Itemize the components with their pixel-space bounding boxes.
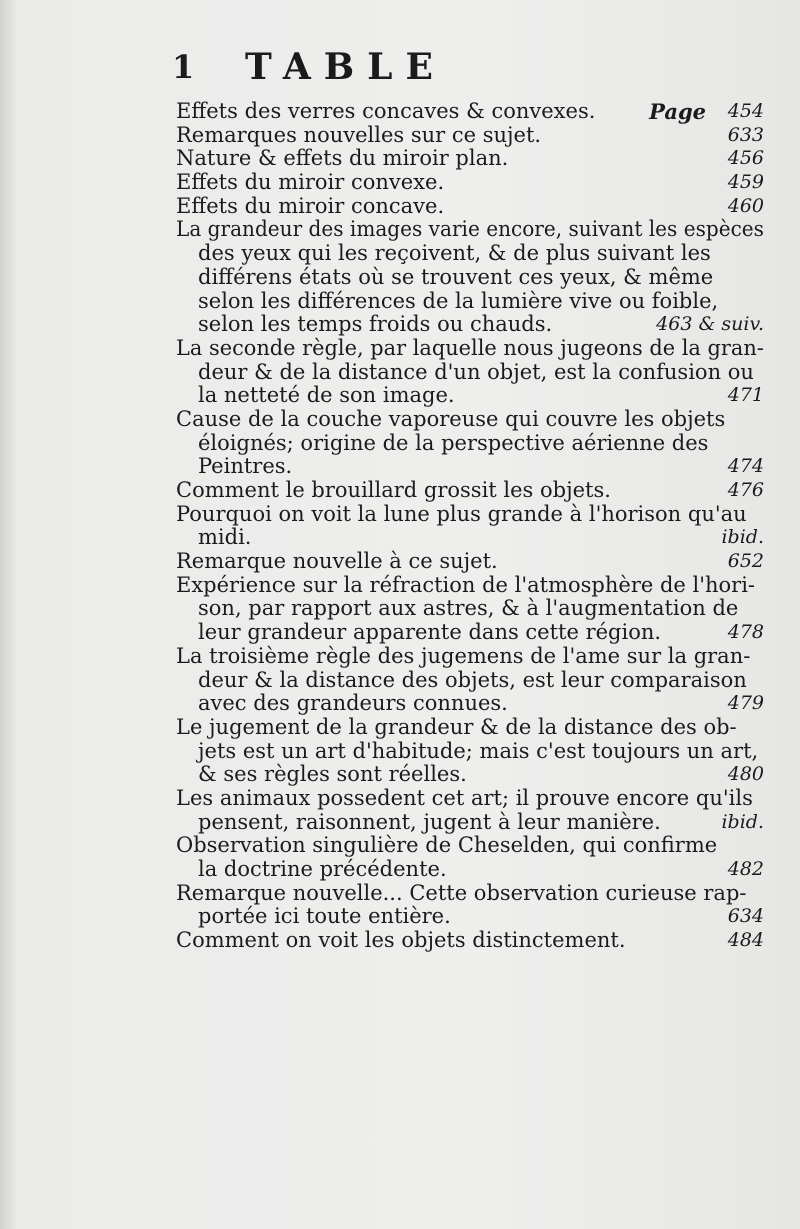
toc-entry bbox=[176, 124, 764, 148]
toc-page-number: 480 bbox=[727, 763, 764, 786]
toc-page-number: ibid. bbox=[721, 810, 764, 833]
toc-entry-line bbox=[176, 740, 764, 764]
toc-entry bbox=[176, 882, 764, 929]
toc-entry-line bbox=[176, 763, 764, 787]
toc-entry-text: Observation singulière de Cheselden, qui confirme bbox=[176, 833, 718, 858]
toc-entry bbox=[176, 100, 764, 124]
toc-entry-text: portée ici toute entière. bbox=[198, 904, 451, 929]
toc-entry-text: deur & la distance des objets, est leur comparaison bbox=[198, 667, 747, 692]
toc-entry-text: Cause de la couche vaporeuse qui couvre les objets bbox=[176, 406, 726, 431]
toc-entry-line bbox=[176, 574, 764, 598]
toc-entry-text: Pourquoi on voit la lune plus grande à l'horison qu'au bbox=[176, 501, 747, 526]
toc-entry-text: la doctrine précédente. bbox=[198, 857, 447, 881]
toc-entry bbox=[176, 716, 764, 787]
toc-entry-line bbox=[176, 100, 764, 124]
toc-page-number: 460 bbox=[727, 194, 764, 217]
toc-entry-line bbox=[176, 479, 764, 503]
toc-entry-text: deur & de la distance d'un objet, est la confusion ou bbox=[198, 359, 754, 384]
toc-entry-line bbox=[176, 432, 764, 456]
toc-entry bbox=[176, 503, 764, 550]
toc-entry-text: Remarque nouvelle à ce sujet. bbox=[176, 549, 498, 574]
toc-entry-line bbox=[176, 550, 764, 574]
toc-entry-text: Comment on voit les objets distinctement. bbox=[176, 928, 626, 953]
toc-entry-line bbox=[176, 455, 764, 479]
toc-entry-text: La seconde règle, par laquelle nous jugeons de la gran- bbox=[176, 335, 764, 360]
toc-entry-line bbox=[176, 503, 764, 527]
table-of-contents bbox=[176, 100, 764, 953]
toc-entry-line bbox=[176, 669, 764, 693]
toc-entry bbox=[176, 218, 764, 336]
toc-entry-text: son, par rapport aux astres, & à l'augmentation de bbox=[198, 596, 739, 621]
toc-entry-text: selon les temps froids ou chauds. bbox=[198, 312, 553, 337]
toc-entry-line bbox=[176, 645, 764, 669]
toc-page-number: 474 bbox=[727, 455, 764, 478]
toc-entry-text: Remarques nouvelles sur ce sujet. bbox=[176, 122, 542, 147]
toc-entry-line bbox=[176, 218, 764, 242]
toc-entry-line bbox=[176, 858, 764, 882]
toc-entry-text: Effets du miroir concave. bbox=[176, 193, 445, 218]
toc-entry-text: avec des grandeurs connues. bbox=[198, 691, 508, 716]
toc-page-number: 478 bbox=[727, 621, 764, 644]
toc-entry bbox=[176, 408, 764, 479]
toc-entry-text: Expérience sur la réfraction de l'atmosphère de l'hori- bbox=[176, 572, 756, 597]
toc-entry-text: Le jugement de la grandeur & de la distance des ob- bbox=[176, 714, 737, 739]
toc-page-number: 482 bbox=[727, 858, 764, 880]
toc-entry-line bbox=[176, 313, 764, 337]
toc-entry-text: la netteté de son image. bbox=[198, 383, 455, 408]
toc-entry-text: Effets du miroir convexe. bbox=[176, 170, 445, 195]
toc-entry bbox=[176, 574, 764, 645]
toc-entry-line bbox=[176, 124, 764, 148]
toc-entry-text: Nature & effets du miroir plan. bbox=[176, 146, 509, 171]
page-number: 1 bbox=[172, 48, 195, 86]
toc-page-number: 479 bbox=[727, 692, 764, 715]
page-header bbox=[0, 42, 800, 92]
toc-page-number: 476 bbox=[727, 479, 764, 501]
toc-entry-line bbox=[176, 361, 764, 385]
toc-entry-text: leur grandeur apparente dans cette région. bbox=[198, 620, 662, 645]
toc-entry-text: éloignés; origine de la perspective aérienne des bbox=[198, 430, 709, 455]
toc-page-number: 463 & suiv. bbox=[656, 313, 764, 336]
toc-entry-text: Peintres. bbox=[198, 454, 293, 479]
toc-page-number: 459 bbox=[727, 171, 764, 194]
toc-page-number: 454 bbox=[727, 100, 764, 122]
toc-entry bbox=[176, 787, 764, 834]
toc-entry-line bbox=[176, 787, 764, 811]
toc-entry-text: Comment le brouillard grossit les objets. bbox=[176, 478, 611, 502]
toc-entry bbox=[176, 550, 764, 574]
toc-entry-text: Les animaux possedent cet art; il prouve encore qu'ils bbox=[176, 785, 753, 810]
toc-entry-line bbox=[176, 337, 764, 361]
toc-entry bbox=[176, 195, 764, 219]
toc-entry-text: Effets des verres concaves & convexes. bbox=[176, 99, 596, 123]
toc-entry bbox=[176, 479, 764, 503]
toc-entry-line bbox=[176, 929, 764, 953]
toc-entry-text: jets est un art d'habitude; mais c'est toujours un art, bbox=[198, 738, 759, 763]
toc-entry-text: Remarque nouvelle... Cette observation curieuse rap- bbox=[176, 880, 747, 905]
toc-entry-text: & ses règles sont réelles. bbox=[198, 762, 467, 787]
toc-entry bbox=[176, 171, 764, 195]
toc-entry-text: pensent, raisonnent, jugent à leur manière. bbox=[198, 809, 661, 834]
toc-page-number: 633 bbox=[727, 123, 764, 146]
toc-page-number: ibid. bbox=[721, 526, 764, 549]
toc-entry bbox=[176, 337, 764, 408]
toc-entry-text: La troisième règle des jugemens de l'ame sur la gran- bbox=[176, 643, 751, 668]
running-title: TABLE bbox=[245, 46, 446, 88]
toc-page-number: 652 bbox=[727, 550, 764, 573]
toc-entry-text: La grandeur des images varie encore, suivant les espèces bbox=[176, 217, 764, 242]
toc-entry bbox=[176, 147, 764, 171]
toc-entry bbox=[176, 645, 764, 716]
toc-entry-line bbox=[176, 242, 764, 266]
toc-entry-line bbox=[176, 882, 764, 906]
toc-page-number: 456 bbox=[727, 147, 764, 170]
toc-entry-line bbox=[176, 811, 764, 835]
toc-page-number: 471 bbox=[727, 384, 764, 407]
toc-entry-line bbox=[176, 147, 764, 171]
toc-entry bbox=[176, 929, 764, 953]
toc-entry-line bbox=[176, 290, 764, 314]
toc-entry-line bbox=[176, 408, 764, 432]
toc-page-number: 634 bbox=[727, 905, 764, 928]
toc-page-number: 484 bbox=[727, 929, 764, 952]
toc-entry-line bbox=[176, 716, 764, 740]
toc-entry-text: différens états où se trouvent ces yeux, & même bbox=[198, 264, 714, 289]
toc-entry-line bbox=[176, 266, 764, 290]
toc-entry-line bbox=[176, 195, 764, 219]
toc-entry bbox=[176, 834, 764, 881]
toc-entry-text: selon les différences de la lumière vive ou foible, bbox=[198, 288, 719, 313]
toc-entry-text: des yeux qui les reçoivent, & de plus suivant les bbox=[198, 241, 711, 266]
toc-entry-text: midi. bbox=[198, 525, 252, 550]
toc-entry-line bbox=[176, 834, 764, 858]
page-label: Page bbox=[649, 99, 706, 124]
toc-entry-line bbox=[176, 171, 764, 195]
toc-entry-line bbox=[176, 597, 764, 621]
toc-entry-line bbox=[176, 621, 764, 645]
toc-entry-line bbox=[176, 384, 764, 408]
toc-entry-line bbox=[176, 692, 764, 716]
toc-entry-line bbox=[176, 526, 764, 550]
toc-entry-line bbox=[176, 905, 764, 929]
